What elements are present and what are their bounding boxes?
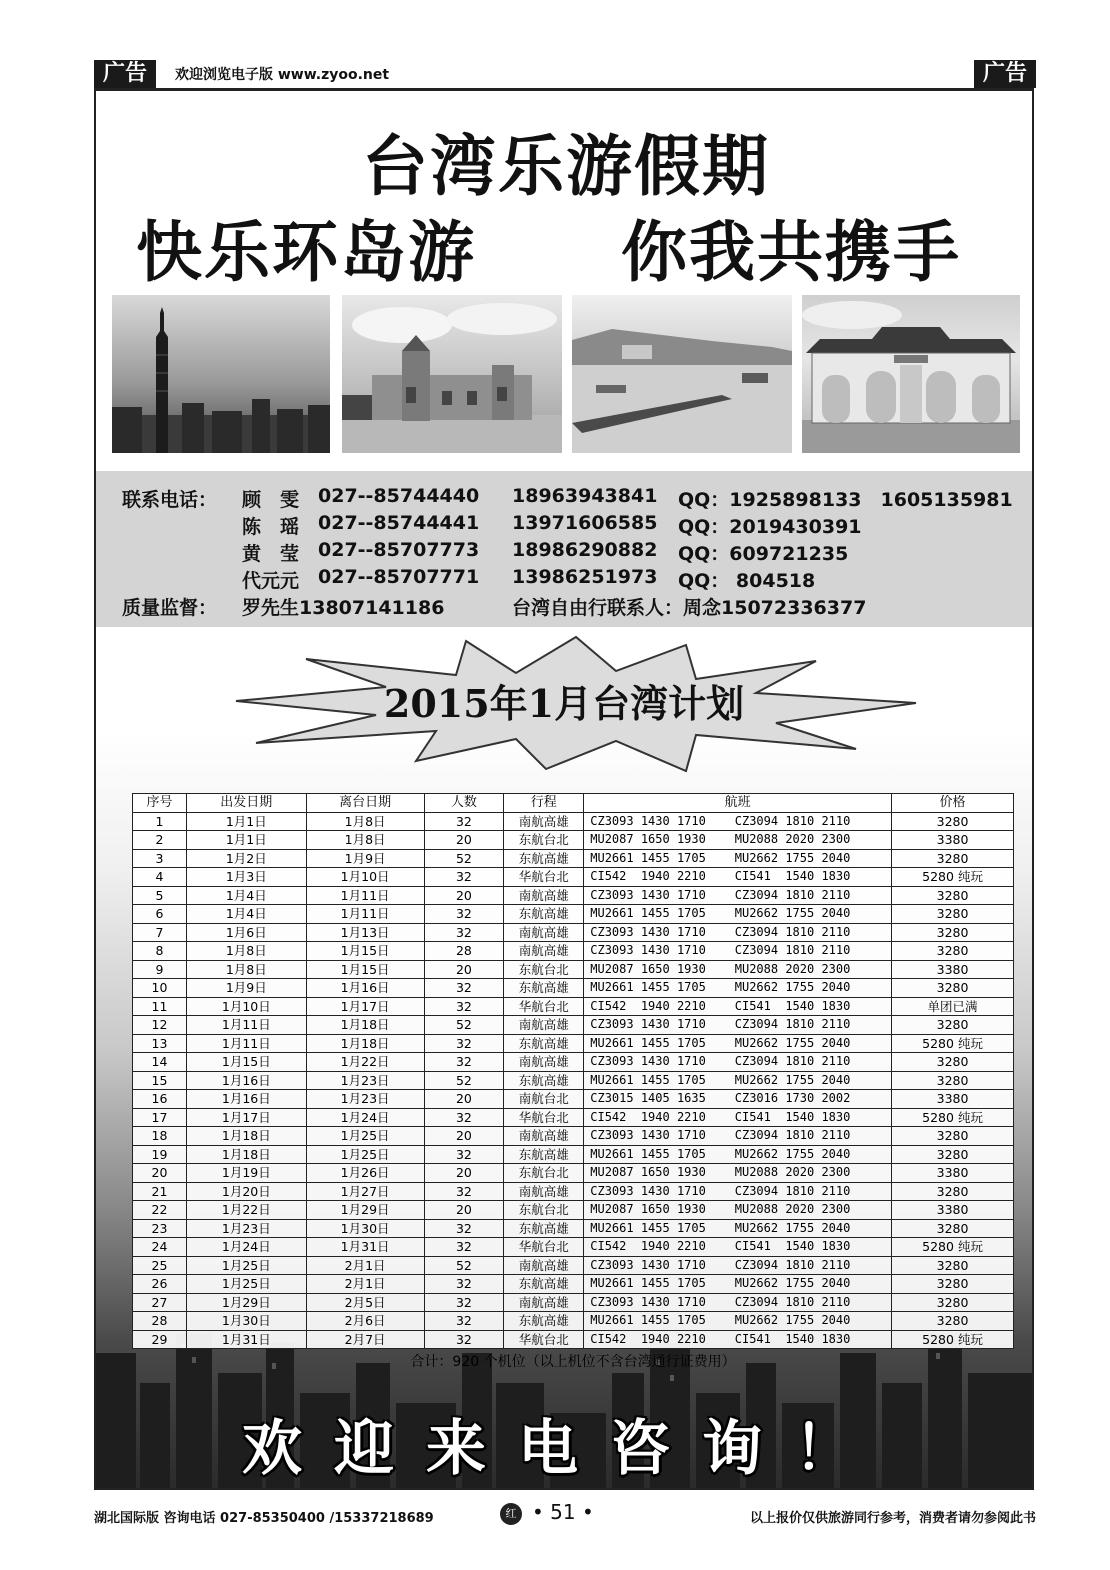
quality-label: 质量监督： [122, 597, 218, 619]
table-total: 合计：920 个机位（以上机位不含台湾通行证费用） [410, 1354, 736, 1370]
table-row [133, 1201, 1014, 1220]
page-number-group [500, 1500, 594, 1525]
cell-depart-date: 1月9日 [186, 979, 306, 998]
cell-seats: 32 [424, 1053, 504, 1072]
table-row [133, 923, 1014, 942]
cell-flights: CZ3015 1405 1635 CZ3016 1730 2002 [584, 1090, 892, 1109]
cell-return-date: 1月16日 [306, 979, 424, 998]
free-travel-contact: 台湾自由行联系人：周念15072336377 [512, 597, 867, 619]
cell-return-date: 1月23日 [306, 1071, 424, 1090]
table-row [133, 868, 1014, 887]
cell-route: 南航高雄 [504, 1053, 584, 1072]
cell-flights: MU2661 1455 1705 MU2662 1755 2040 [584, 1275, 892, 1294]
cell-price: 3280 [892, 1016, 1014, 1035]
cell-seats: 20 [424, 886, 504, 905]
cell-flights: MU2087 1650 1930 MU2088 2020 2300 [584, 1201, 892, 1220]
contact-name: 黄 莹 [242, 543, 300, 565]
cell-seats: 32 [424, 1219, 504, 1238]
cell-return-date: 2月1日 [306, 1275, 424, 1294]
cell-flights: CZ3093 1430 1710 CZ3094 1810 2110 [584, 942, 892, 961]
table-row [133, 886, 1014, 905]
cell-flights: CZ3093 1430 1710 CZ3094 1810 2110 [584, 1293, 892, 1312]
col-header-seats: 人数 [424, 794, 504, 813]
cell-flights: CZ3093 1430 1710 CZ3094 1810 2110 [584, 1182, 892, 1201]
cell-return-date: 1月24日 [306, 1108, 424, 1127]
cell-index: 15 [133, 1071, 187, 1090]
cell-price: 3280 [892, 942, 1014, 961]
cell-route: 南航高雄 [504, 1256, 584, 1275]
cell-return-date: 1月31日 [306, 1238, 424, 1257]
cell-flights: CI542 1940 2210 CI541 1540 1830 [584, 997, 892, 1016]
cell-depart-date: 1月25日 [186, 1275, 306, 1294]
contact-mobile: 18986290882 [512, 539, 658, 561]
cell-return-date: 1月11日 [306, 905, 424, 924]
ad-tag-left: 广告 [94, 60, 156, 88]
cell-depart-date: 1月23日 [186, 1219, 306, 1238]
cell-route: 南航高雄 [504, 812, 584, 831]
cell-seats: 32 [424, 905, 504, 924]
cell-seats: 32 [424, 1108, 504, 1127]
cell-index: 21 [133, 1182, 187, 1201]
cell-index: 5 [133, 886, 187, 905]
contact-tel: 027--85707771 [318, 566, 480, 588]
cell-route: 华航台北 [504, 1108, 584, 1127]
col-header-index: 序号 [133, 794, 187, 813]
cell-return-date: 1月22日 [306, 1053, 424, 1072]
cell-seats: 32 [424, 979, 504, 998]
cell-price: 3280 [892, 849, 1014, 868]
cell-route: 东航高雄 [504, 1275, 584, 1294]
table-row [133, 942, 1014, 961]
cell-return-date: 1月26日 [306, 1164, 424, 1183]
cell-route: 东航高雄 [504, 1034, 584, 1053]
cell-flights: MU2087 1650 1930 MU2088 2020 2300 [584, 831, 892, 850]
table-row [133, 1034, 1014, 1053]
cell-price: 3380 [892, 1090, 1014, 1109]
col-header-flights: 航班 [584, 794, 892, 813]
cell-return-date: 1月25日 [306, 1145, 424, 1164]
cell-index: 26 [133, 1275, 187, 1294]
cell-return-date: 1月17日 [306, 997, 424, 1016]
cell-route: 东航高雄 [504, 905, 584, 924]
cell-index: 1 [133, 812, 187, 831]
cell-seats: 20 [424, 1201, 504, 1220]
cell-route: 华航台北 [504, 1238, 584, 1257]
cell-index: 27 [133, 1293, 187, 1312]
col-header-route: 行程 [504, 794, 584, 813]
taipei-101-photo [112, 295, 330, 453]
cell-depart-date: 1月8日 [186, 960, 306, 979]
cell-price: 3280 [892, 1219, 1014, 1238]
cell-route: 东航高雄 [504, 979, 584, 998]
cell-flights: CI542 1940 2210 CI541 1540 1830 [584, 1238, 892, 1257]
cell-return-date: 1月30日 [306, 1219, 424, 1238]
cell-index: 2 [133, 831, 187, 850]
cell-return-date: 1月11日 [306, 886, 424, 905]
cell-index: 8 [133, 942, 187, 961]
contact-mobile: 13971606585 [512, 512, 658, 534]
table-row [133, 849, 1014, 868]
cell-return-date: 1月8日 [306, 831, 424, 850]
cell-return-date: 1月15日 [306, 960, 424, 979]
cell-price: 5280 纯玩 [892, 868, 1014, 887]
cell-price: 3280 [892, 1256, 1014, 1275]
table-row [133, 960, 1014, 979]
cell-price: 3280 [892, 1053, 1014, 1072]
cell-route: 东航台北 [504, 831, 584, 850]
cell-price: 3280 [892, 1293, 1014, 1312]
cell-price: 3280 [892, 812, 1014, 831]
contact-label: 联系电话： [122, 489, 218, 511]
cell-route: 南航高雄 [504, 886, 584, 905]
cell-flights: MU2661 1455 1705 MU2662 1755 2040 [584, 905, 892, 924]
cell-return-date: 1月18日 [306, 1034, 424, 1053]
cell-seats: 32 [424, 868, 504, 887]
ad-tag-right: 广告 [974, 60, 1036, 88]
table-row [133, 1016, 1014, 1035]
cell-price: 3380 [892, 1201, 1014, 1220]
cell-depart-date: 1月6日 [186, 923, 306, 942]
cell-depart-date: 1月18日 [186, 1145, 306, 1164]
cell-flights: MU2661 1455 1705 MU2662 1755 2040 [584, 1034, 892, 1053]
cell-index: 4 [133, 868, 187, 887]
cell-return-date: 1月8日 [306, 812, 424, 831]
cell-route: 华航台北 [504, 868, 584, 887]
cell-index: 10 [133, 979, 187, 998]
cell-route: 东航台北 [504, 1164, 584, 1183]
cell-route: 南航台北 [504, 1090, 584, 1109]
cell-seats: 32 [424, 1275, 504, 1294]
plan-title: 2015年1月台湾计划 [383, 681, 745, 726]
cell-route: 东航高雄 [504, 1145, 584, 1164]
cell-depart-date: 1月25日 [186, 1256, 306, 1275]
cell-index: 7 [133, 923, 187, 942]
cell-return-date: 1月13日 [306, 923, 424, 942]
cell-route: 东航高雄 [504, 1071, 584, 1090]
cell-seats: 32 [424, 1238, 504, 1257]
col-header-depart: 出发日期 [186, 794, 306, 813]
cell-seats: 52 [424, 849, 504, 868]
table-row [133, 1182, 1014, 1201]
table-row [133, 1275, 1014, 1294]
cell-seats: 32 [424, 923, 504, 942]
cell-flights: MU2661 1455 1705 MU2662 1755 2040 [584, 1145, 892, 1164]
table-row [133, 997, 1014, 1016]
cell-price: 5280 纯玩 [892, 1330, 1014, 1349]
cell-flights: CI542 1940 2210 CI541 1540 1830 [584, 868, 892, 887]
tour-schedule-table [132, 793, 1014, 1349]
cell-index: 3 [133, 849, 187, 868]
cell-seats: 32 [424, 1034, 504, 1053]
cell-index: 18 [133, 1127, 187, 1146]
footer-right-text: 以上报价仅供旅游同行参考，消费者请勿参阅此书 [749, 1511, 1036, 1526]
cell-return-date: 1月9日 [306, 849, 424, 868]
edition-badge-icon: 红 [500, 1503, 522, 1525]
cell-route: 东航台北 [504, 960, 584, 979]
table-row [133, 1219, 1014, 1238]
table-row [133, 1090, 1014, 1109]
cell-depart-date: 1月10日 [186, 997, 306, 1016]
cell-flights: MU2087 1650 1930 MU2088 2020 2300 [584, 960, 892, 979]
main-title: 台湾乐游假期 [362, 127, 770, 205]
cell-route: 南航高雄 [504, 1127, 584, 1146]
cell-index: 25 [133, 1256, 187, 1275]
cell-index: 29 [133, 1330, 187, 1349]
table-row [133, 1256, 1014, 1275]
contact-tel: 027--85707773 [318, 539, 480, 561]
castle-photo [342, 295, 562, 453]
table-row [133, 1108, 1014, 1127]
cell-seats: 32 [424, 1293, 504, 1312]
table-row [133, 1164, 1014, 1183]
cell-route: 南航高雄 [504, 1293, 584, 1312]
cell-price: 3280 [892, 1071, 1014, 1090]
cell-seats: 20 [424, 1164, 504, 1183]
col-header-return: 离台日期 [306, 794, 424, 813]
cell-return-date: 1月27日 [306, 1182, 424, 1201]
cell-seats: 20 [424, 1127, 504, 1146]
cell-return-date: 1月23日 [306, 1090, 424, 1109]
cell-price: 3280 [892, 1275, 1014, 1294]
contact-name: 顾 雯 [242, 489, 300, 511]
cell-depart-date: 1月4日 [186, 905, 306, 924]
contact-mobile: 18963943841 [512, 485, 658, 507]
cell-flights: MU2087 1650 1930 MU2088 2020 2300 [584, 1164, 892, 1183]
cell-route: 华航台北 [504, 1330, 584, 1349]
cell-seats: 52 [424, 1071, 504, 1090]
contact-qq: QQ：609721235 [678, 543, 849, 565]
table-row [133, 979, 1014, 998]
cell-depart-date: 1月17日 [186, 1108, 306, 1127]
cell-depart-date: 1月1日 [186, 812, 306, 831]
cell-depart-date: 1月22日 [186, 1201, 306, 1220]
cell-price: 5280 纯玩 [892, 1034, 1014, 1053]
cell-depart-date: 1月24日 [186, 1238, 306, 1257]
cell-flights: CZ3093 1430 1710 CZ3094 1810 2110 [584, 1256, 892, 1275]
cell-depart-date: 1月1日 [186, 831, 306, 850]
cell-route: 东航高雄 [504, 1312, 584, 1331]
cell-depart-date: 1月20日 [186, 1182, 306, 1201]
cell-price: 3280 [892, 1182, 1014, 1201]
cell-seats: 32 [424, 812, 504, 831]
cell-return-date: 1月15日 [306, 942, 424, 961]
cell-price: 5280 纯玩 [892, 1238, 1014, 1257]
cell-return-date: 2月5日 [306, 1293, 424, 1312]
cell-flights: CZ3093 1430 1710 CZ3094 1810 2110 [584, 812, 892, 831]
cell-index: 12 [133, 1016, 187, 1035]
table-row [133, 831, 1014, 850]
cell-index: 28 [133, 1312, 187, 1331]
cell-flights: CZ3093 1430 1710 CZ3094 1810 2110 [584, 886, 892, 905]
cell-seats: 32 [424, 997, 504, 1016]
cell-depart-date: 1月3日 [186, 868, 306, 887]
cell-depart-date: 1月15日 [186, 1053, 306, 1072]
cell-flights: MU2661 1455 1705 MU2662 1755 2040 [584, 1312, 892, 1331]
cell-return-date: 1月29日 [306, 1201, 424, 1220]
table-row [133, 812, 1014, 831]
quality-value: 罗先生13807141186 [242, 597, 445, 619]
cell-flights: CI542 1940 2210 CI541 1540 1830 [584, 1108, 892, 1127]
cell-index: 6 [133, 905, 187, 924]
col-header-price: 价格 [892, 794, 1014, 813]
cell-index: 23 [133, 1219, 187, 1238]
cell-index: 17 [133, 1108, 187, 1127]
cell-flights: CZ3093 1430 1710 CZ3094 1810 2110 [584, 1127, 892, 1146]
table-row [133, 905, 1014, 924]
contact-panel [96, 471, 1032, 627]
cell-seats: 20 [424, 960, 504, 979]
cell-route: 南航高雄 [504, 942, 584, 961]
cell-seats: 32 [424, 1312, 504, 1331]
cell-price: 3280 [892, 1127, 1014, 1146]
cell-return-date: 1月18日 [306, 1016, 424, 1035]
subtitle-left: 快乐环岛游 [136, 213, 476, 291]
cell-depart-date: 1月8日 [186, 942, 306, 961]
cell-price: 3280 [892, 979, 1014, 998]
cell-return-date: 2月7日 [306, 1330, 424, 1349]
contact-qq: QQ：1925898133 1605135981 [678, 489, 1013, 511]
cell-return-date: 1月10日 [306, 868, 424, 887]
contact-name: 代元元 [242, 570, 300, 592]
contact-qq: QQ：2019430391 [678, 516, 862, 538]
cell-flights: CZ3093 1430 1710 CZ3094 1810 2110 [584, 1053, 892, 1072]
cell-depart-date: 1月16日 [186, 1071, 306, 1090]
cell-route: 东航高雄 [504, 849, 584, 868]
cell-route: 南航高雄 [504, 923, 584, 942]
cell-flights: MU2661 1455 1705 MU2662 1755 2040 [584, 849, 892, 868]
cell-route: 南航高雄 [504, 1016, 584, 1035]
cell-index: 9 [133, 960, 187, 979]
cell-depart-date: 1月18日 [186, 1127, 306, 1146]
ad-frame [94, 88, 1034, 1490]
cell-seats: 32 [424, 1182, 504, 1201]
cell-price: 3280 [892, 1145, 1014, 1164]
harbor-photo [572, 295, 792, 453]
cell-flights: CZ3093 1430 1710 CZ3094 1810 2110 [584, 923, 892, 942]
table-header-row [133, 794, 1014, 813]
cell-depart-date: 1月30日 [186, 1312, 306, 1331]
cell-depart-date: 1月11日 [186, 1034, 306, 1053]
cell-seats: 32 [424, 1330, 504, 1349]
cell-route: 华航台北 [504, 997, 584, 1016]
cell-index: 19 [133, 1145, 187, 1164]
cell-index: 22 [133, 1201, 187, 1220]
footer-left-text: 湖北国际版 咨询电话 027-85350400 /15337218689 [94, 1511, 434, 1526]
cell-index: 13 [133, 1034, 187, 1053]
table-row [133, 1238, 1014, 1257]
cell-flights: CI542 1940 2210 CI541 1540 1830 [584, 1330, 892, 1349]
subtitle-right: 你我共携手 [621, 213, 961, 291]
cell-seats: 32 [424, 1145, 504, 1164]
cell-seats: 28 [424, 942, 504, 961]
cell-seats: 20 [424, 1090, 504, 1109]
cell-index: 11 [133, 997, 187, 1016]
cell-depart-date: 1月19日 [186, 1164, 306, 1183]
contact-tel: 027--85744440 [318, 485, 480, 507]
cell-return-date: 2月6日 [306, 1312, 424, 1331]
welcome-banner: 欢迎来电咨询！ [242, 1414, 886, 1484]
cell-depart-date: 1月29日 [186, 1293, 306, 1312]
cell-flights: MU2661 1455 1705 MU2662 1755 2040 [584, 1071, 892, 1090]
cell-price: 5280 纯玩 [892, 1108, 1014, 1127]
cell-price: 3280 [892, 1312, 1014, 1331]
cell-price: 3280 [892, 905, 1014, 924]
cell-flights: MU2661 1455 1705 MU2662 1755 2040 [584, 979, 892, 998]
table-row [133, 1312, 1014, 1331]
cell-price: 3380 [892, 831, 1014, 850]
cell-index: 14 [133, 1053, 187, 1072]
cell-route: 东航高雄 [504, 1219, 584, 1238]
cell-price: 3280 [892, 886, 1014, 905]
cell-price: 3380 [892, 960, 1014, 979]
cell-return-date: 2月1日 [306, 1256, 424, 1275]
cell-route: 南航高雄 [504, 1182, 584, 1201]
contact-name: 陈 瑶 [242, 516, 300, 538]
cell-seats: 52 [424, 1256, 504, 1275]
table-row [133, 1071, 1014, 1090]
cell-price: 单团已满 [892, 997, 1014, 1016]
cell-depart-date: 1月4日 [186, 886, 306, 905]
cell-depart-date: 1月2日 [186, 849, 306, 868]
cell-index: 24 [133, 1238, 187, 1257]
cell-depart-date: 1月31日 [186, 1330, 306, 1349]
cell-depart-date: 1月16日 [186, 1090, 306, 1109]
memorial-gate-photo [802, 295, 1020, 453]
cell-seats: 20 [424, 831, 504, 850]
cell-return-date: 1月25日 [306, 1127, 424, 1146]
cell-price: 3380 [892, 1164, 1014, 1183]
table-row [133, 1330, 1014, 1349]
header-url-text: 欢迎浏览电子版 www.zyoo.net [175, 67, 390, 83]
cell-route: 东航台北 [504, 1201, 584, 1220]
cell-seats: 52 [424, 1016, 504, 1035]
table-row [133, 1127, 1014, 1146]
page-number: • 51 • [532, 1500, 594, 1524]
cell-price: 3280 [892, 923, 1014, 942]
cell-depart-date: 1月11日 [186, 1016, 306, 1035]
table-row [133, 1145, 1014, 1164]
cell-index: 20 [133, 1164, 187, 1183]
table-row [133, 1053, 1014, 1072]
contact-qq: QQ： 804518 [678, 570, 816, 592]
table-body [133, 812, 1014, 1349]
table-row [133, 1293, 1014, 1312]
contact-tel: 027--85744441 [318, 512, 480, 534]
cell-index: 16 [133, 1090, 187, 1109]
cell-flights: MU2661 1455 1705 MU2662 1755 2040 [584, 1219, 892, 1238]
contact-mobile: 13986251973 [512, 566, 658, 588]
cell-flights: CZ3093 1430 1710 CZ3094 1810 2110 [584, 1016, 892, 1035]
